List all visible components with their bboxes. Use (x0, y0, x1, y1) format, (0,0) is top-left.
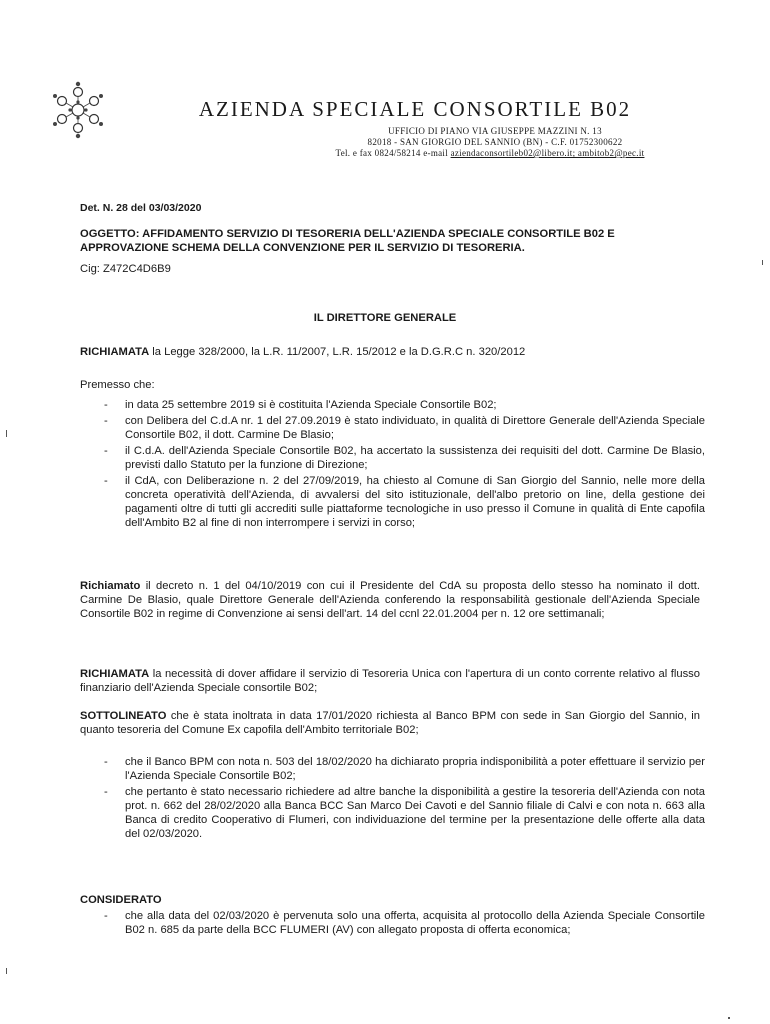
premesso-heading: Premesso che: (80, 379, 155, 391)
premesso-list (80, 398, 705, 532)
paragraph-text: la necessità di dover affidare il servizio di Tesoreria Unica con l'apertura di un conto corrente relativo al flusso finanziario dell'Azienda Speciale consortile B02; (80, 668, 700, 694)
paragraph-richiamata-laws (80, 345, 700, 359)
sottolineato-list (80, 755, 705, 843)
list-item: - in data 25 settembre 2019 si è costituita l'Azienda Speciale Consortile B02; (80, 398, 705, 412)
paragraph-text: la Legge 328/2000, la L.R. 11/2007, L.R. 15/2012 e la D.G.R.C n. 320/2012 (149, 346, 526, 358)
letterhead-phone: Tel. e fax 0824/58214 e-mail (335, 148, 451, 158)
cig-code: Cig: Z472C4D6B9 (80, 263, 171, 275)
document-subject: OGGETTO: AFFIDAMENTO SERVIZIO DI TESORERIA DELL'AZIENDA SPECIALE CONSORTILE B02 E APPROVAZIONE SCHEMA DELLA CONVENZIONE PER IL SERVIZIO DI TESORERIA. (80, 228, 615, 254)
paragraph-lead: RICHIAMATA (80, 668, 150, 680)
paragraph-lead: RICHIAMATA (80, 346, 150, 358)
paragraph-text: che è stata inoltrata in data 17/01/2020 richiesta al Banco BPM con sede in San Giorgio del Sannio, in quanto tesoreria del Comune Ex capofila dell'Ambito territoriale B02; (80, 710, 700, 736)
scan-mark (728, 1017, 730, 1019)
paragraph-text: il decreto n. 1 del 04/10/2019 con cui il Presidente del CdA su proposta dello stesso ha nominato il dott. Carmine De Blasio, quale Direttore Generale dell'Azienda conferendo la responsabilità gestionale dell'Azienda Speciale Consortile B02 in regime di Convenzione ai sensi dell'art. 14 del ccnl 22.01.2004 per n. 12 ore settimanali; (80, 580, 700, 620)
list-item: - che alla data del 02/03/2020 è pervenuta solo una offerta, acquisita al protocollo della Azienda Speciale Consortile B02 n. 685 da parte della BCC FLUMERI (AV) con allegato proposta di offerta economica; (80, 909, 705, 937)
letterhead-email-link[interactable]: aziendaconsortileb02@libero.it; ambitob2@pec.it (450, 148, 645, 158)
determination-number: Det. N. 28 del 03/03/2020 (80, 202, 202, 214)
letterhead (150, 96, 680, 159)
letterhead-contact-line (300, 148, 680, 159)
paragraph-sottolineato (80, 709, 700, 737)
scan-mark (6, 430, 7, 437)
paragraph-richiamata-tesoreria (80, 667, 700, 695)
list-item: - il C.d.A. dell'Azienda Speciale Consortile B02, ha accertato la sussistenza dei requisiti del dott. Carmine De Blasio, previsti dallo Statuto per la funzione di Direzione; (80, 444, 705, 472)
paragraph-lead: Richiamato (80, 580, 141, 592)
azienda-logo-emblem (50, 80, 106, 140)
letterhead-city-line: 82018 - SAN GIORGIO DEL SANNIO (BN) - C.F. 01752300622 (367, 137, 623, 147)
paragraph-lead: SOTTOLINEATO (80, 710, 167, 722)
section-heading-director: IL DIRETTORE GENERALE (313, 312, 457, 324)
scan-mark (762, 260, 763, 265)
paragraph-richiamato-decree (80, 579, 700, 621)
considerato-list (80, 909, 705, 939)
considerato-heading: CONSIDERATO (80, 894, 162, 906)
letterhead-address-line: UFFICIO DI PIANO VIA GIUSEPPE MAZZINI N. 13 (388, 126, 602, 136)
letterhead-title: AZIENDA SPECIALE CONSORTILE B02 (198, 97, 632, 121)
list-item: - il CdA, con Deliberazione n. 2 del 27/09/2019, ha chiesto al Comune di San Giorgio del Sannio, nelle more della concreta operatività dell'Azienda, di avvalersi del sito istituzionale, dell'albo pretorio on line, della gestione dei pagamenti oltre di tutti gli accrediti sulle piattaforme tecnologiche in uso presso il Comune in qualità di Ente capofila dell'Ambito B2 al fine di non interrompere i servizi in corso; (80, 474, 705, 530)
list-item: - che pertanto è stato necessario richiedere ad altre banche la disponibilità a gestire la tesoreria dell'Azienda con nota prot. n. 662 del 28/02/2020 alla Banca BCC San Marco Dei Cavoti e del Sannio filiale di Calvi e con nota n. 663 alla Banca di credito Cooperativo di Flumeri, con individuazione del termine per la presentazione delle offerte alla data del 02/03/2020. (80, 785, 705, 841)
list-item: - che il Banco BPM con nota n. 503 del 18/02/2020 ha dichiarato propria indisponibilità a poter effettuare il servizio per l'Azienda Speciale Consortile B02; (80, 755, 705, 783)
scan-mark (6, 968, 7, 974)
list-item: - con Delibera del C.d.A nr. 1 del 27.09.2019 è stato individuato, in qualità di Direttore Generale dell'Azienda Speciale Consortile B02, il dott. Carmine De Blasio; (80, 414, 705, 442)
